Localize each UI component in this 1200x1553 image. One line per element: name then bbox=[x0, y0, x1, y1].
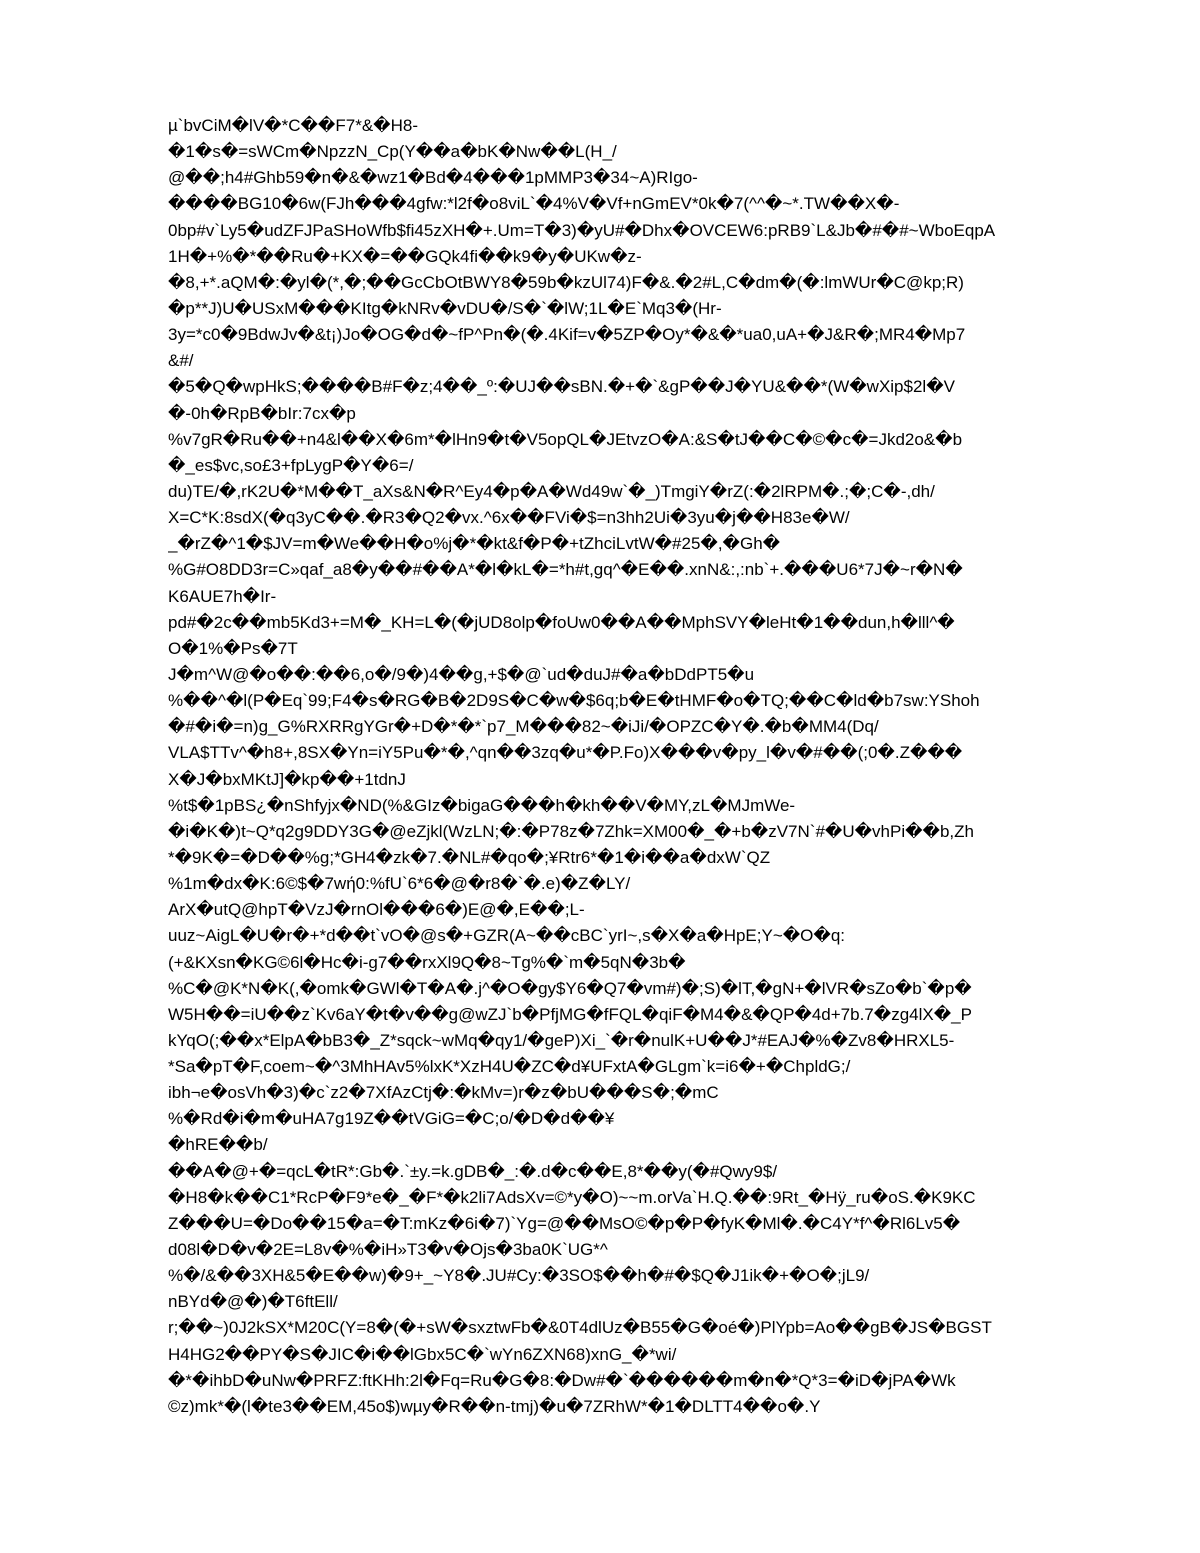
text-line: ArX�utQ@hpT�VzJ�rnOl���6�)E@�,E��;L- bbox=[168, 900, 585, 920]
text-line: VLA$TTv^�h8+,8SX�Yn=iY5Pu�*�,^qn��3zq�u*�P.Fo)X���v�py_l�v�#��(;0�.Z��� bbox=[168, 743, 963, 763]
text-line: �_es$vc,so£3+fpLygP�Y�6=/ bbox=[168, 455, 414, 475]
text-line: %t$�1pBS¿�nShfyjx�ND(%&GIz�bigaG���h�kh��V�MY,zL�MJmWe- bbox=[168, 795, 796, 815]
text-line: ����BG10�6w(FJh���4gfw:*l2f�o8viL`�4%V�Vf+nGmEV*0k�7(^^�~*.TW��X�- bbox=[168, 194, 900, 214]
text-line: kYqO(;��x*ElpA�bB3�_Z*sqck~wMq�qy1/�geP)Xi_`�r�nulK+U��J*#EAJ�%�Zv8�HRXL5- bbox=[168, 1030, 955, 1050]
document-body bbox=[168, 113, 1128, 1420]
text-line: _�rZ�^1�$JV=m�We��H�o%j�*�kt&f�P�+tZhciLvtW�#25�,�Gh� bbox=[168, 534, 781, 554]
text-line: ibh¬e�osVh�3)�c`z2�7XfAzCtj�:�kMv=)r�z�bU���S�;�mC bbox=[168, 1083, 719, 1103]
text-line: 3y=*c0�9BdwJv�&t¡)Jo�OG�d�~fP^Pn�(�.4Kif=v�5ZP�Oy*�&�*ua0,uA+�J&R�;MR4�Mp7 bbox=[168, 325, 966, 345]
text-line: (+&KXsn�KG©6l�Hc�i-g7��rxXl9Q�8~Tg%�`m�5qN�3b� bbox=[168, 952, 686, 972]
text-line: �1�s�=sWCm�NpzzN_Cp(Y��a�bK�Nw��L(H_/ bbox=[168, 142, 617, 162]
text-line: O�1%�Ps�7T bbox=[168, 638, 298, 658]
text-line: K6AUE7h�Ir- bbox=[168, 586, 277, 606]
text-line: X�J�bxMKtJ]�kp��+1tdnJ bbox=[168, 769, 406, 789]
text-line: �5�Q�wpHkS;����B#F�z;4��_º:�UJ��sBN.�+�`&gP��J�YU&��*(W�wXip$2l�V bbox=[168, 377, 955, 397]
text-line: nBYd�@�)�T6ftEll/ bbox=[168, 1292, 338, 1312]
text-line: 1H�+%�*��Ru�+KX�=��GQk4fi��k9�y�UKw�z- bbox=[168, 246, 642, 266]
text-line: X=C*K:8sdX(�q3yC��.�R3�Q2�vx.^6x��FVi�$=n3hh2Ui�3yu�j��H83e�W/ bbox=[168, 508, 850, 528]
text-line: *�9K�=�D��%g;*GH4�zk�7.�NL#�qo�;¥Rtr6*�1�i��a�dxW`QZ bbox=[168, 847, 771, 867]
text-line: d08l�D�v�2E=L8v�%�iH»T3�v�Ojs�3ba0K`UG*^ bbox=[168, 1240, 608, 1260]
text-line: �p**J)U�USxM���KItg�kNRv�vDU�/S�`�lW;1L�E`Mq3�(Hr- bbox=[168, 298, 722, 318]
text-line: pd#�2c��mb5Kd3+=M�_KH=L�(�jUD8olp�foUw0��A��MphSVY�leHt�1��dun,h�lll^� bbox=[168, 612, 955, 632]
text-line: %��^�l(P�Eq`99;F4�s�RG�B�2D9S�C�w�$6q;b�E�tHMF�o�TQ;��C�ld�b7sw:YShoh bbox=[168, 691, 980, 711]
text-line: J�m^W@�o��:��6,o�/9�)4��g,+$�@`ud�duJ#�a�bDdPT5�u bbox=[168, 664, 755, 684]
text-line: Z���U=�Do��15�a=�T:mKz�6i�7)`Yg=@��MsO©�p�P�fyK�Ml�.�C4Y*f^�Rl6Lv5� bbox=[168, 1213, 961, 1233]
text-line: du)TE/�,rK2U�*M��T_aXs&N�R^Ey4�p�A�Wd49w`�_)TmgiY�rZ(:�2lRPM�.;�;C�-,dh/ bbox=[168, 481, 935, 501]
text-line: %G#O8DD3r=C»qaf_a8�y��#��A*�l�kL�=*h#t,gq^�E��.xnN&:,:nb`+.���U6*7J�~r�N� bbox=[168, 560, 963, 580]
text-line: �i�K�)t~Q*q2g9DDY3G�@eZjkl(WzLN;�:�P78z�7Zhk=XM00�_�+b�zV7N`#�U�vhPi��b,Zh bbox=[168, 821, 974, 841]
text-line: �hRE��b/ bbox=[168, 1135, 268, 1155]
text-line: �*�ihbD�uNw�PRFZ:ftKHh:2l�Fq=Ru�G�8:�Dw#�`������m�n�*Q*3=�iD�jPA�Wk bbox=[168, 1370, 956, 1390]
text-line: ©z)mk*�(l�te3��EM,45o$)wµy�R��n-tmj)�u�7ZRhW*�1�DLTT4��o�.Y bbox=[168, 1396, 821, 1416]
text-line: uuz~AigL�U�r�+*d��t`vO�@s�+GZR(A~��cBC`yrI~,s�X�a�HpE;Y~�O�q: bbox=[168, 926, 846, 946]
text-line: *Sa�pT�F,coem~�^3MhHAv5%lxK*XzH4U�ZC�d¥UFxtA�GLgm`k=i6�+�ChpldG;/ bbox=[168, 1057, 851, 1077]
text-line: %�Rd�i�m�uHA7g19Z��tVGiG=�C;o/�D�d��¥ bbox=[168, 1109, 615, 1129]
text-line: H4HG2��PY�S�JIC�i��lGbx5C�`wYn6ZXN68)xnG_�*wi/ bbox=[168, 1344, 677, 1364]
text-line: &#/ bbox=[168, 351, 194, 371]
text-line: %1m�dx�K:6©$�7wή0:%fU`6*6�@�r8�`�.e)�Z�LY/ bbox=[168, 874, 631, 894]
text-line: @��;h4#Ghb59�n�&�wz1�Bd�4���1pMMP3�34~A)RIgo- bbox=[168, 168, 698, 188]
text-line: �-0h�RpB�bIr:7cx�p bbox=[168, 403, 356, 423]
text-line: ��A�@+�=qcL�tR*:Gb�.`±y.=k.gDB�_:�.d�c��E,8*��y(�#Qwy9$/ bbox=[168, 1161, 778, 1181]
text-line: %v7gR�Ru��+n4&l��X�6m*�lHn9�t�V5opQL�JEtvzO�A:&S�tJ��C�©�c�=Jkd2o&�b bbox=[168, 429, 963, 449]
text-line: �#�i�=n)g_G%RXRRgYGr�+D�*�*`p7_M���82~�iJi/�OPZC�Y�.�b�MM4(Dq/ bbox=[168, 717, 879, 737]
text-line: W5H��=iU��z`Kv6aY�t�v��g@wZJ`b�PfjMG�fFQL�qiF�M4�&�QP�4d+7b.7�zg4lX�_P bbox=[168, 1004, 972, 1024]
text-line: r;��~)0J2kSX*M20C(Y=8�(�+sW�sxztwFb�&0T4dlUz�B55�G�oé�)PlYpb=Ao��gB�JS�BGST bbox=[168, 1318, 992, 1338]
text-line: 0bp#v`Ly5�udZFJPaSHoWfb$fi45zXH�+.Um=T�3)�yU#�Dhx�OVCEW6:pRB9`L&Jb�#�#~WboEqpA bbox=[168, 220, 996, 240]
text-line: �8,+*.aQM�:�yl�(*,�;��GcCbOtBWY8�59b�kzUl74)F�&.�2#L,C�dm�(�:lmWUr�C@kp;R) bbox=[168, 272, 964, 292]
text-line: µ`bvCiM�lV�*C��F7*&�H8- bbox=[168, 116, 418, 135]
text-line: �H8�k��C1*RcP�F9*e�_�F*�k2li7AdsXv=©*y�O)~~m.orVa`H.Q.��:9Rt_�Hÿ_ru�oS.�K9KC bbox=[168, 1187, 976, 1207]
text-line: %C�@K*N�K(,�omk�GWl�T�A�.j^�O�gy$Y6�Q7�vm#)�;S)�lT,�gN+�lVR�sZo�b`�p� bbox=[168, 978, 972, 998]
text-line: %�/&��3XH&5�E��w)�9+_~Y8�.JU#Cy:�3SO$��h�#�$Q�J1ik�+�O�;jL9/ bbox=[168, 1266, 870, 1286]
